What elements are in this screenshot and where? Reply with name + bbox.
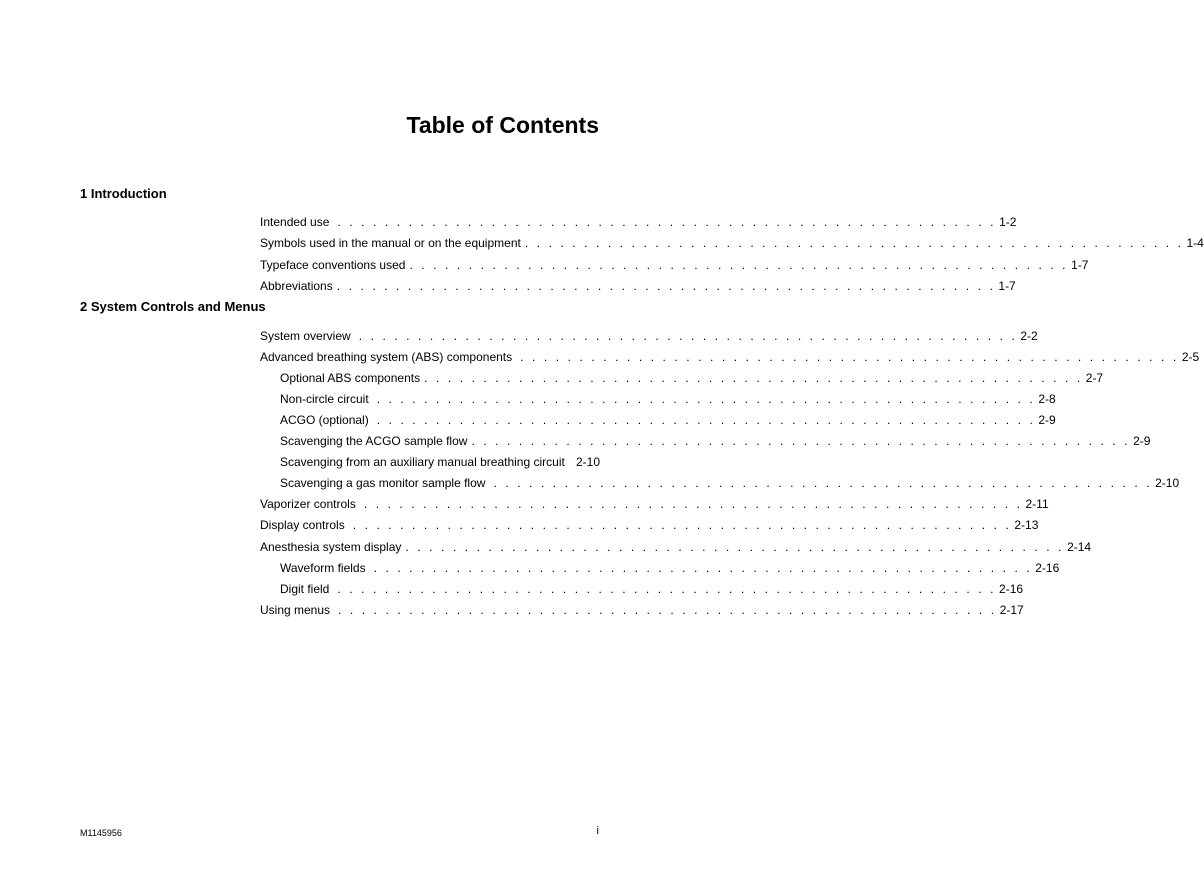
toc-entry-using-menus[interactable] [260,602,1024,618]
toc-entry-vaporizer-controls[interactable] [260,496,1049,512]
toc-entry-label: Scavenging the ACGO sample flow [280,434,468,448]
toc-entry-page: 2-17 [999,603,1024,617]
toc-entry-abbreviations[interactable] [260,278,1016,294]
section-heading-system-controls: 2 System Controls and Menus [80,299,266,314]
toc-entry-page: 2-13 [1014,518,1039,532]
footer-page-number: i [596,825,599,837]
toc-leader-dots: . . . . . . . . . . . . . . . . . . . . . . . . . . . . . . . . . . . . . . . . . . . . . . . . . . . . . . . . [352,518,1012,532]
toc-leader-dots: . . . . . . . . . . . . . . . . . . . . . . . . . . . . . . . . . . . . . . . . . . . . . . . . . . . . . . . . [471,434,1131,448]
toc-leader-dots: . . . . . . . . . . . . . . . . . . . . . . . . . . . . . . . . . . . . . . . . . . . . . . . . . . . . . . . . [405,540,1065,554]
footer-doc-number: M1145956 [80,828,122,838]
toc-entry-typeface-conventions[interactable] [260,257,1089,273]
toc-entry-abs-components[interactable] [260,349,1200,365]
toc-entry-label: Non-circle circuit [280,392,369,406]
toc-entry-system-overview[interactable] [260,328,1038,344]
toc-entry-scavenging-auxiliary[interactable] [280,454,600,470]
toc-leader-dots: . . . . . . . . . . . . . . . . . . . . . . . . . . . . . . . . . . . . . . . . . . . . . . . . . . . . . . . . [337,215,997,229]
toc-entry-page: 2-11 [1025,497,1049,511]
toc-entry-anesthesia-display[interactable] [260,539,1092,555]
toc-leader-dots: . . . . . . . . . . . . . . . . . . . . . . . . . . . . . . . . . . . . . . . . . . . . . . . . . . . . . . . . [524,236,1184,250]
toc-entry-label: Scavenging from an auxiliary manual breathing circuit [280,455,565,469]
toc-entry-page: 1-4 [1186,236,1204,250]
toc-leader-dots: . . . . . . . . . . . . . . . . . . . . . . . . . . . . . . . . . . . . . . . . . . . . . . . . . . . . . . . . [337,582,997,596]
toc-entry-page: 2-10 [1155,476,1180,490]
toc-entry-label: Anesthesia system display [260,540,402,554]
toc-entry-label: Waveform fields [280,561,366,575]
toc-leader-dots: . . . . . . . . . . . . . . . . . . . . . . . . . . . . . . . . . . . . . . . . . . . . . . . . . . . . . . . . [373,561,1033,575]
toc-entry-label: Abbreviations [260,279,333,293]
section-heading-introduction: 1 Introduction [80,186,167,201]
toc-entry-label: System overview [260,329,351,343]
toc-leader-dots: . . . . . . . . . . . . . . . . . . . . . . . . . . . . . . . . . . . . . . . . . . . . . . . . . . . . . . . . [409,258,1069,272]
toc-entry-label: Typeface conventions used [260,258,406,272]
toc-entry-page: 1-7 [998,279,1016,293]
toc-entry-page: 2-2 [1020,329,1038,343]
toc-entry-page: 2-14 [1067,540,1092,554]
toc-entry-page: 2-5 [1181,350,1200,364]
toc-entry-page: 1-2 [999,215,1017,229]
toc-leader-dots: . . . . . . . . . . . . . . . . . . . . . . . . . . . . . . . . . . . . . . . . . . . . . . . . . . . . . . . . [376,413,1036,427]
toc-entry-label: Optional ABS components [280,371,421,385]
toc-entry-page: 1-7 [1071,258,1089,272]
toc-leader-dots: . . . . . . . . . . . . . . . . . . . . . . . . . . . . . . . . . . . . . . . . . . . . . . . . . . . . . . . . [424,371,1083,385]
toc-entry-page: 2-9 [1133,434,1151,448]
toc-entry-label: Symbols used in the manual or on the equipment [260,236,521,250]
toc-entry-digit-field[interactable] [280,581,1024,597]
toc-entry-non-circle-circuit[interactable] [280,391,1056,407]
toc-entry-page: 2-9 [1038,413,1056,427]
toc-leader-dots: . . . . . . . . . . . . . . . . . . . . . . . . . . . . . . . . . . . . . . . . . . . . . . . . . . . . . . . . [338,603,997,617]
toc-leader-dots: . . . . . . . . . . . . . . . . . . . . . . . . . . . . . . . . . . . . . . . . . . . . . . . . . . . . . . . . [363,497,1023,511]
toc-entry-waveform-fields[interactable] [280,560,1060,576]
toc-leader-dots: . . . . . . . . . . . . . . . . . . . . . . . . . . . . . . . . . . . . . . . . . . . . . . . . . . . . . . . . [493,476,1153,490]
toc-entry-page: 2-8 [1038,392,1056,406]
toc-leader-dots: . . . . . . . . . . . . . . . . . . . . . . . . . . . . . . . . . . . . . . . . . . . . . . . . . . . . . . . . [520,350,1179,364]
toc-leader-dots: . . . . . . . . . . . . . . . . . . . . . . . . . . . . . . . . . . . . . . . . . . . . . . . . . . . . . . . . [376,392,1036,406]
toc-entry-label: Advanced breathing system (ABS) components [260,350,513,364]
toc-entry-intended-use[interactable] [260,214,1017,230]
toc-entry-label: Digit field [280,582,330,596]
toc-entry-scavenging-gas-monitor[interactable] [280,475,1180,491]
toc-leader-dots: . . . . . . . . . . . . . . . . . . . . . . . . . . . . . . . . . . . . . . . . . . . . . . . . . . . . . . . . [358,329,1018,343]
toc-entry-page: 2-10 [575,455,600,469]
toc-leader-dots: . . . . . . . . . . . . . . . . . . . . . . . . . . . . . . . . . . . . . . . . . . . . . . . . . . . . . . . . [336,279,996,293]
toc-entry-label: ACGO (optional) [280,413,369,427]
toc-entry-label: Vaporizer controls [260,497,356,511]
toc-entry-label: Intended use [260,215,330,229]
toc-entry-display-controls[interactable] [260,517,1039,533]
toc-entry-page: 2-16 [1035,561,1060,575]
toc-entry-symbols[interactable] [260,235,1204,251]
toc-entry-label: Scavenging a gas monitor sample flow [280,476,486,490]
toc-entry-label: Using menus [260,603,331,617]
toc-entry-page: 2-7 [1085,371,1104,385]
toc-entry-page: 2-16 [999,582,1024,596]
toc-entry-label: Display controls [260,518,345,532]
toc-entry-scavenging-acgo[interactable] [280,433,1151,449]
toc-entry-acgo-optional[interactable] [280,412,1056,428]
page-title: Table of Contents [406,112,599,138]
toc-entry-optional-abs-components[interactable] [280,370,1104,386]
